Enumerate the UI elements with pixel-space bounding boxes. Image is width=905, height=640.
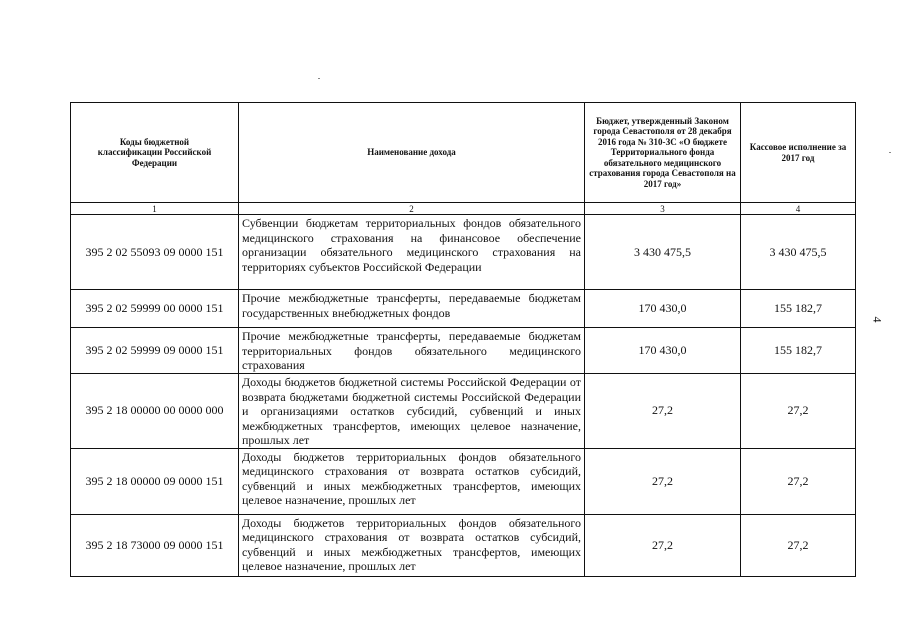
row-code: 395 2 02 55093 09 0000 151 bbox=[71, 215, 239, 290]
budget-revenue-table bbox=[70, 102, 856, 577]
row-budget: 27,2 bbox=[585, 374, 741, 449]
row-name: Доходы бюджетов территориальных фондов обязательного медицинского страхования от возврата остатков субсидий, субвенций и иных межбюджетных трансфертов, имеющих целевое назначение, прошлых лет bbox=[239, 514, 585, 576]
column-number: 4 bbox=[741, 203, 856, 215]
row-name: Доходы бюджетов бюджетной системы Российской Федерации от возврата бюджетами бюджетной системы Российской Федерации и организациями остатков субсидий, субвенций и иных межбюджетных трансфертов, имеющих целевое назначение, прошлых лет bbox=[239, 374, 585, 449]
row-code: 395 2 18 00000 00 0000 000 bbox=[71, 374, 239, 449]
scan-speck bbox=[318, 78, 320, 79]
table-row bbox=[71, 328, 856, 374]
header-budget: Бюджет, утвержденный Законом города Севастополя от 28 декабря 2016 года № 310-ЗС «О бюджете Территориального фонда обязательного медицинского страхования города Севастополя на 2017 год» bbox=[585, 103, 741, 203]
row-execution: 27,2 bbox=[741, 448, 856, 514]
row-execution: 155 182,7 bbox=[741, 328, 856, 374]
column-number-row bbox=[71, 203, 856, 215]
table-row bbox=[71, 374, 856, 449]
row-name: Доходы бюджетов территориальных фондов обязательного медицинского страхования от возврата остатков субсидий, субвенций и иных межбюджетных трансфертов, имеющих целевое назначение, прошлых лет bbox=[239, 448, 585, 514]
row-code: 395 2 18 73000 09 0000 151 bbox=[71, 514, 239, 576]
row-name: Субвенции бюджетам территориальных фондов обязательного медицинского страхования на финансовое обеспечение организации обязательного медицинского страхования на территориях субъектов Российской Федерации bbox=[239, 215, 585, 290]
row-execution: 27,2 bbox=[741, 374, 856, 449]
table-row bbox=[71, 290, 856, 328]
page-number: 4 bbox=[870, 316, 885, 323]
row-execution: 155 182,7 bbox=[741, 290, 856, 328]
row-execution: 27,2 bbox=[741, 514, 856, 576]
column-number: 2 bbox=[239, 203, 585, 215]
table-header-row bbox=[71, 103, 856, 203]
row-budget: 27,2 bbox=[585, 448, 741, 514]
column-number: 1 bbox=[71, 203, 239, 215]
row-code: 395 2 02 59999 00 0000 151 bbox=[71, 290, 239, 328]
column-number: 3 bbox=[585, 203, 741, 215]
table-row bbox=[71, 448, 856, 514]
row-budget: 170 430,0 bbox=[585, 328, 741, 374]
row-budget: 3 430 475,5 bbox=[585, 215, 741, 290]
table-row bbox=[71, 215, 856, 290]
row-name: Прочие межбюджетные трансферты, передаваемые бюджетам государственных внебюджетных фондов bbox=[239, 290, 585, 328]
row-code: 395 2 18 00000 09 0000 151 bbox=[71, 448, 239, 514]
header-name: Наименование дохода bbox=[239, 103, 585, 203]
row-budget: 27,2 bbox=[585, 514, 741, 576]
row-code: 395 2 02 59999 09 0000 151 bbox=[71, 328, 239, 374]
table-row bbox=[71, 514, 856, 576]
header-code: Коды бюджетной классификации Российской Федерации bbox=[71, 103, 239, 203]
row-name: Прочие межбюджетные трансферты, передаваемые бюджетам территориальных фондов обязательного медицинского страхования bbox=[239, 328, 585, 374]
row-execution: 3 430 475,5 bbox=[741, 215, 856, 290]
row-budget: 170 430,0 bbox=[585, 290, 741, 328]
header-execution: Кассовое исполнение за 2017 год bbox=[741, 103, 856, 203]
scan-speck bbox=[889, 152, 891, 153]
